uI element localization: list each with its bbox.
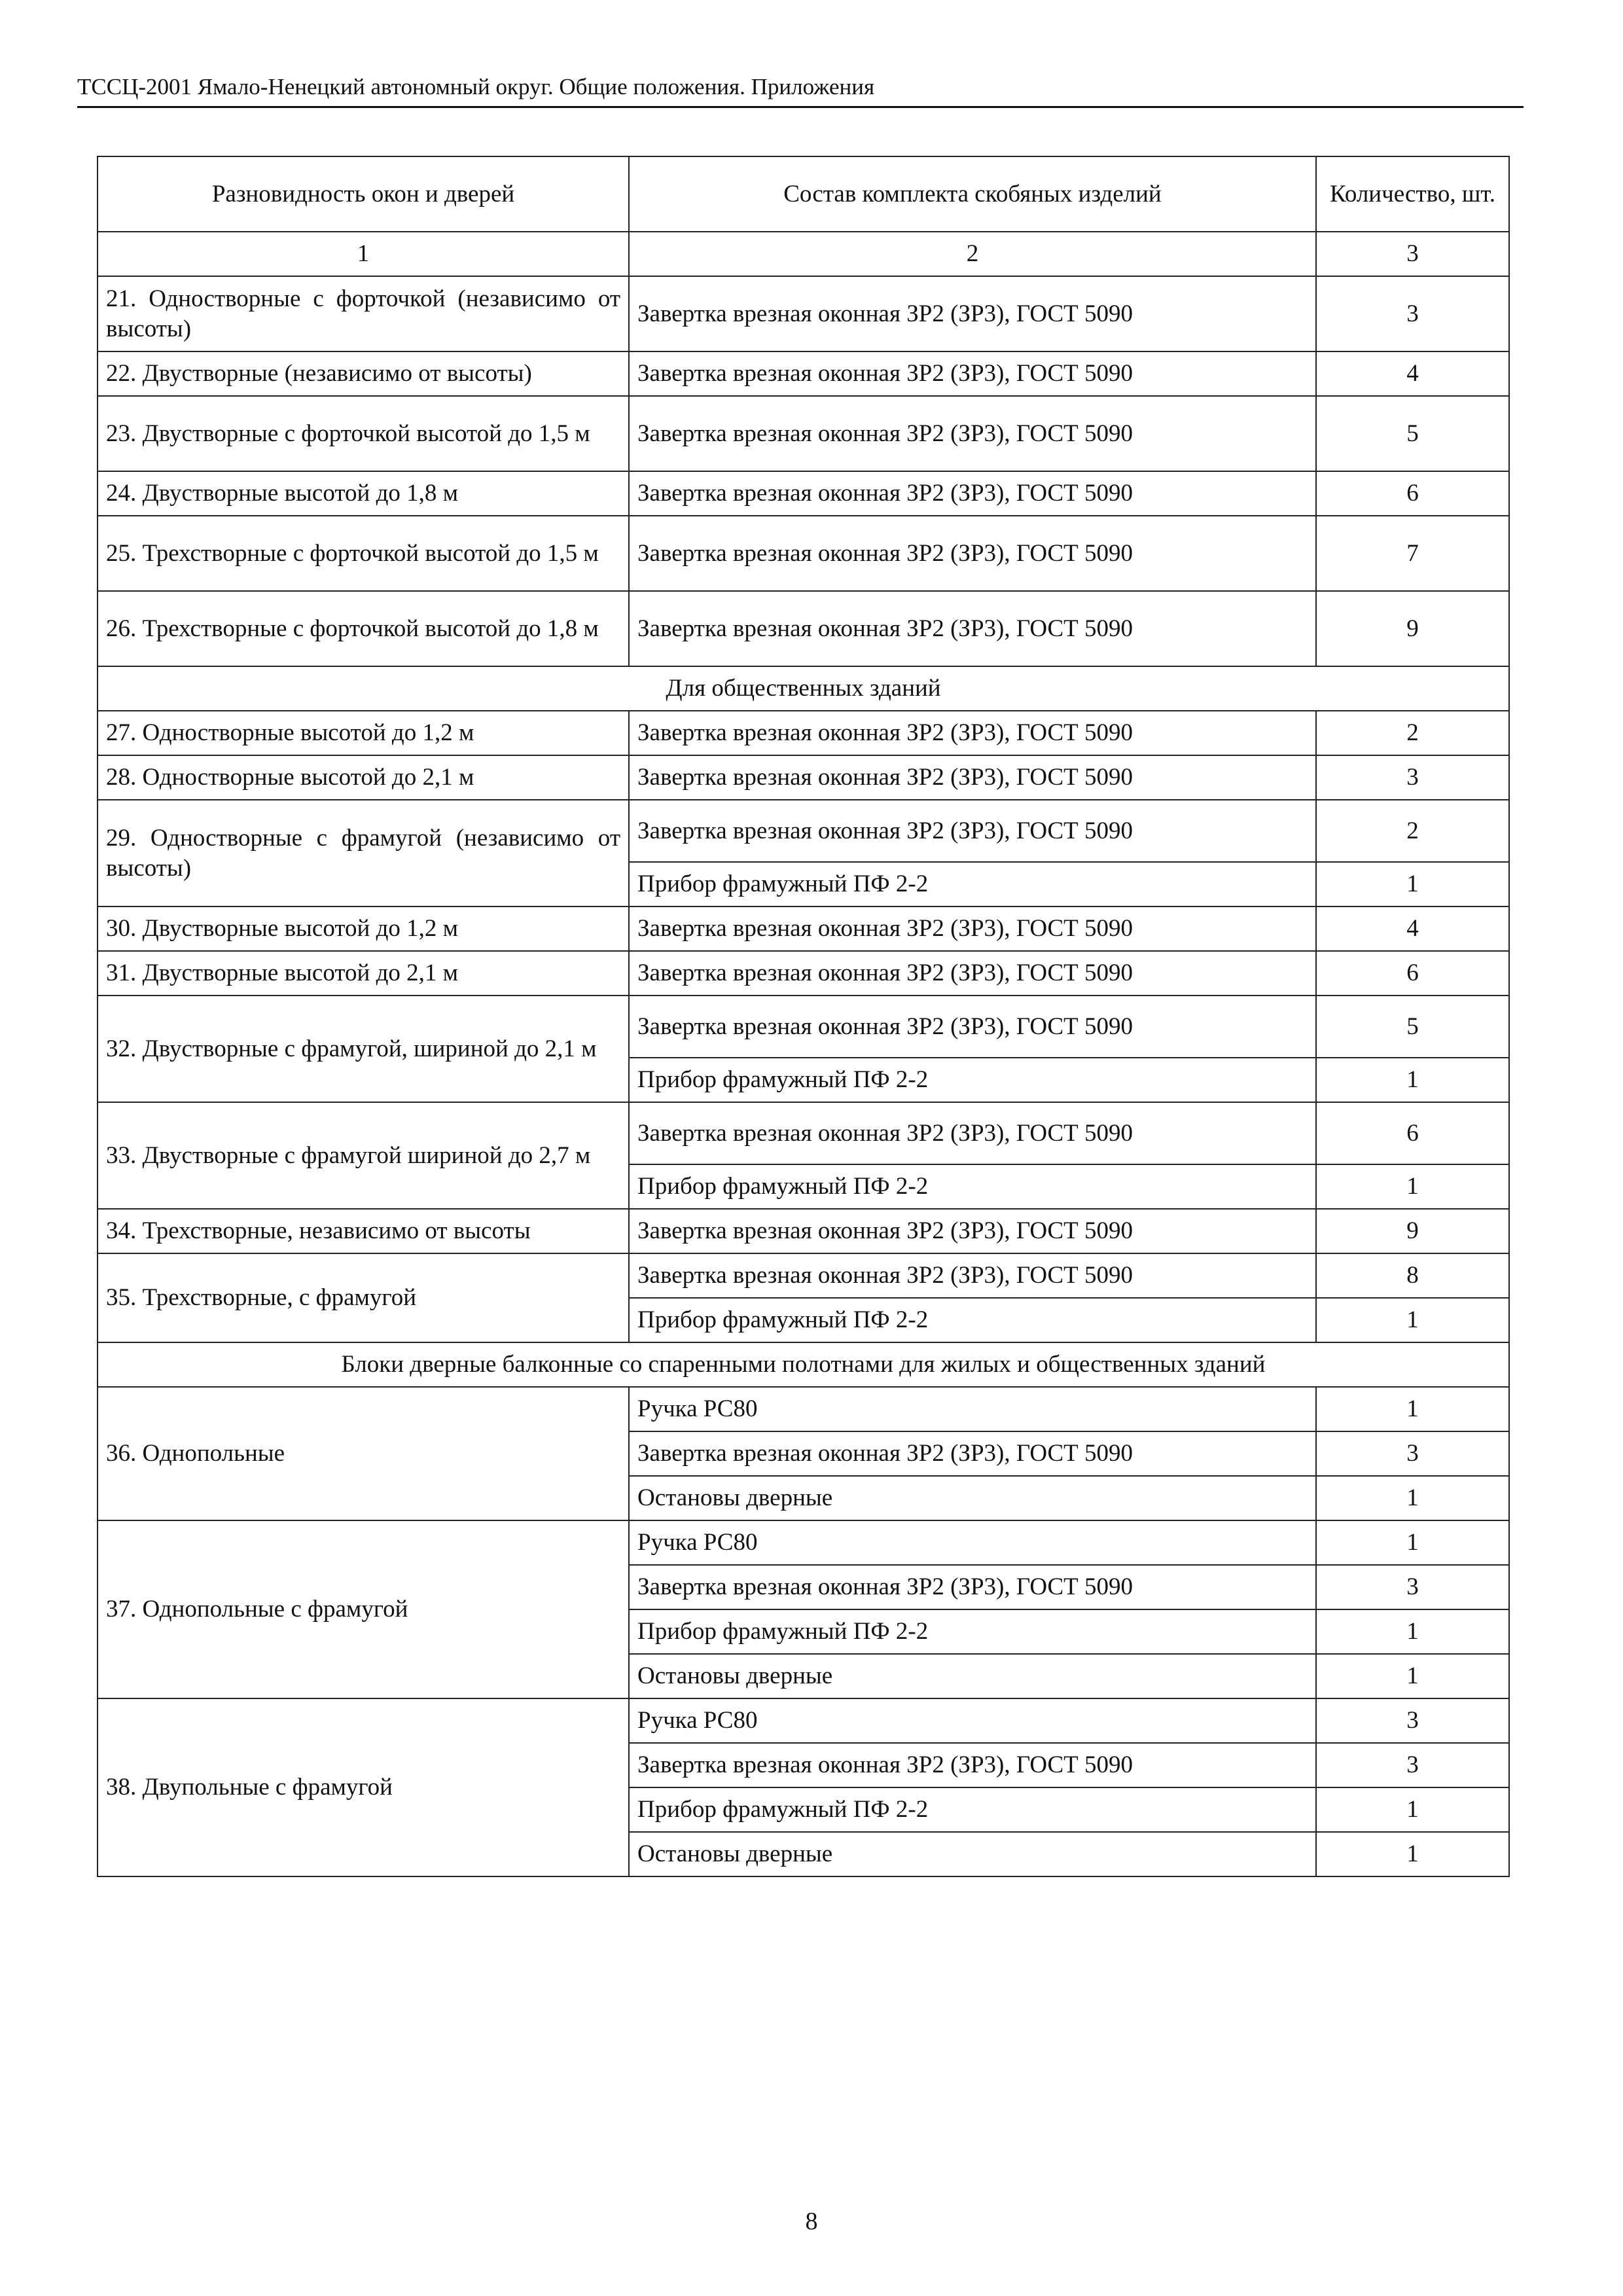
item-quantity: 3 [1316, 1743, 1509, 1787]
table-row [98, 471, 1509, 516]
row-name: 32. Двустворные с фрамугой, шириной до 2,1 м [98, 996, 629, 1102]
item-quantity: 6 [1316, 951, 1509, 996]
row-name: 21. Одностворные с форточкой (независимо от высоты) [98, 276, 629, 351]
item-quantity: 1 [1316, 1609, 1509, 1654]
item-quantity: 1 [1316, 1476, 1509, 1520]
row-name: 33. Двустворные с фрамугой шириной до 2,7 м [98, 1102, 629, 1209]
item-name: Завертка врезная оконная ЗР2 (ЗР3), ГОСТ 5090 [629, 276, 1316, 351]
section-row [98, 1342, 1509, 1387]
table-row [98, 1520, 1509, 1565]
item-name: Прибор фрамужный ПФ 2-2 [629, 1298, 1316, 1342]
table-row [98, 800, 1509, 862]
table-header-row [98, 156, 1509, 232]
row-name: 29. Одностворные с фрамугой (независимо от высоты) [98, 800, 629, 906]
item-name: Завертка врезная оконная ЗР2 (ЗР3), ГОСТ 5090 [629, 1102, 1316, 1164]
item-quantity: 1 [1316, 1387, 1509, 1431]
section-row [98, 666, 1509, 711]
table-row [98, 951, 1509, 996]
column-header-quantity: Количество, шт. [1316, 156, 1509, 232]
table-row [98, 1209, 1509, 1253]
item-name: Завертка врезная оконная ЗР2 (ЗР3), ГОСТ 5090 [629, 516, 1316, 591]
column-header-type: Разновидность окон и дверей [98, 156, 629, 232]
item-quantity: 1 [1316, 1787, 1509, 1832]
item-quantity: 4 [1316, 351, 1509, 396]
item-name: Прибор фрамужный ПФ 2-2 [629, 1058, 1316, 1102]
table-row [98, 755, 1509, 800]
item-name: Завертка врезная оконная ЗР2 (ЗР3), ГОСТ 5090 [629, 351, 1316, 396]
table-row [98, 1387, 1509, 1431]
row-name: 28. Одностворные высотой до 2,1 м [98, 755, 629, 800]
item-quantity: 1 [1316, 1832, 1509, 1876]
column-number: 2 [629, 232, 1316, 276]
item-name: Прибор фрамужный ПФ 2-2 [629, 1787, 1316, 1832]
item-quantity: 1 [1316, 1058, 1509, 1102]
item-name: Прибор фрамужный ПФ 2-2 [629, 1164, 1316, 1209]
item-quantity: 3 [1316, 1565, 1509, 1609]
row-name: 22. Двустворные (независимо от высоты) [98, 351, 629, 396]
item-name: Завертка врезная оконная ЗР2 (ЗР3), ГОСТ 5090 [629, 951, 1316, 996]
column-header-set: Состав комплекта скобяных изделий [629, 156, 1316, 232]
table-row [98, 396, 1509, 471]
item-name: Завертка врезная оконная ЗР2 (ЗР3), ГОСТ 5090 [629, 1431, 1316, 1476]
column-number: 1 [98, 232, 629, 276]
item-quantity: 5 [1316, 996, 1509, 1058]
item-name: Завертка врезная оконная ЗР2 (ЗР3), ГОСТ 5090 [629, 1253, 1316, 1298]
table-row [98, 906, 1509, 951]
item-name: Ручка РС80 [629, 1698, 1316, 1743]
item-name: Завертка врезная оконная ЗР2 (ЗР3), ГОСТ 5090 [629, 1565, 1316, 1609]
item-quantity: 3 [1316, 1698, 1509, 1743]
item-quantity: 9 [1316, 1209, 1509, 1253]
hardware-table [97, 156, 1510, 1877]
row-name: 24. Двустворные высотой до 1,8 м [98, 471, 629, 516]
item-name: Остановы дверные [629, 1476, 1316, 1520]
item-name: Остановы дверные [629, 1654, 1316, 1698]
item-name: Ручка РС80 [629, 1387, 1316, 1431]
row-name: 30. Двустворные высотой до 1,2 м [98, 906, 629, 951]
section-title: Для общественных зданий [98, 666, 1509, 711]
item-name: Прибор фрамужный ПФ 2-2 [629, 862, 1316, 906]
page-number: 8 [805, 2208, 818, 2235]
item-quantity: 3 [1316, 1431, 1509, 1476]
item-quantity: 2 [1316, 711, 1509, 755]
table-row [98, 1698, 1509, 1743]
item-quantity: 9 [1316, 591, 1509, 666]
item-name: Прибор фрамужный ПФ 2-2 [629, 1609, 1316, 1654]
item-name: Завертка врезная оконная ЗР2 (ЗР3), ГОСТ 5090 [629, 800, 1316, 862]
item-name: Завертка врезная оконная ЗР2 (ЗР3), ГОСТ 5090 [629, 471, 1316, 516]
row-name: 23. Двустворные с форточкой высотой до 1,5 м [98, 396, 629, 471]
row-name: 38. Двупольные с фрамугой [98, 1698, 629, 1876]
item-quantity: 8 [1316, 1253, 1509, 1298]
item-name: Завертка врезная оконная ЗР2 (ЗР3), ГОСТ 5090 [629, 996, 1316, 1058]
item-name: Завертка врезная оконная ЗР2 (ЗР3), ГОСТ 5090 [629, 1209, 1316, 1253]
item-quantity: 6 [1316, 471, 1509, 516]
item-quantity: 1 [1316, 1654, 1509, 1698]
row-name: 34. Трехстворные, независимо от высоты [98, 1209, 629, 1253]
running-header: ТССЦ-2001 Ямало-Ненецкий автономный округ. Общие положения. Приложения [77, 73, 1524, 108]
item-quantity: 1 [1316, 862, 1509, 906]
row-name: 25. Трехстворные с форточкой высотой до 1,5 м [98, 516, 629, 591]
table-row [98, 996, 1509, 1058]
item-name: Завертка врезная оконная ЗР2 (ЗР3), ГОСТ 5090 [629, 906, 1316, 951]
item-name: Завертка врезная оконная ЗР2 (ЗР3), ГОСТ 5090 [629, 396, 1316, 471]
item-quantity: 2 [1316, 800, 1509, 862]
column-number-row [98, 232, 1509, 276]
table-row [98, 276, 1509, 351]
section-title: Блоки дверные балконные со спаренными полотнами для жилых и общественных зданий [98, 1342, 1509, 1387]
table-row [98, 351, 1509, 396]
row-name: 37. Однопольные с фрамугой [98, 1520, 629, 1698]
item-name: Завертка врезная оконная ЗР2 (ЗР3), ГОСТ 5090 [629, 711, 1316, 755]
item-name: Остановы дверные [629, 1832, 1316, 1876]
row-name: 36. Однопольные [98, 1387, 629, 1520]
item-quantity: 1 [1316, 1164, 1509, 1209]
item-quantity: 7 [1316, 516, 1509, 591]
item-quantity: 1 [1316, 1520, 1509, 1565]
item-quantity: 3 [1316, 755, 1509, 800]
item-name: Ручка РС80 [629, 1520, 1316, 1565]
row-name: 26. Трехстворные с форточкой высотой до 1,8 м [98, 591, 629, 666]
table-row [98, 711, 1509, 755]
item-name: Завертка врезная оконная ЗР2 (ЗР3), ГОСТ 5090 [629, 755, 1316, 800]
item-name: Завертка врезная оконная ЗР2 (ЗР3), ГОСТ 5090 [629, 1743, 1316, 1787]
row-name: 31. Двустворные высотой до 2,1 м [98, 951, 629, 996]
item-quantity: 3 [1316, 276, 1509, 351]
item-quantity: 1 [1316, 1298, 1509, 1342]
table-row [98, 591, 1509, 666]
table-row [98, 1102, 1509, 1164]
item-name: Завертка врезная оконная ЗР2 (ЗР3), ГОСТ 5090 [629, 591, 1316, 666]
item-quantity: 4 [1316, 906, 1509, 951]
item-quantity: 5 [1316, 396, 1509, 471]
row-name: 35. Трехстворные, с фрамугой [98, 1253, 629, 1342]
column-number: 3 [1316, 232, 1509, 276]
table-row [98, 516, 1509, 591]
row-name: 27. Одностворные высотой до 1,2 м [98, 711, 629, 755]
table-row [98, 1253, 1509, 1298]
item-quantity: 6 [1316, 1102, 1509, 1164]
